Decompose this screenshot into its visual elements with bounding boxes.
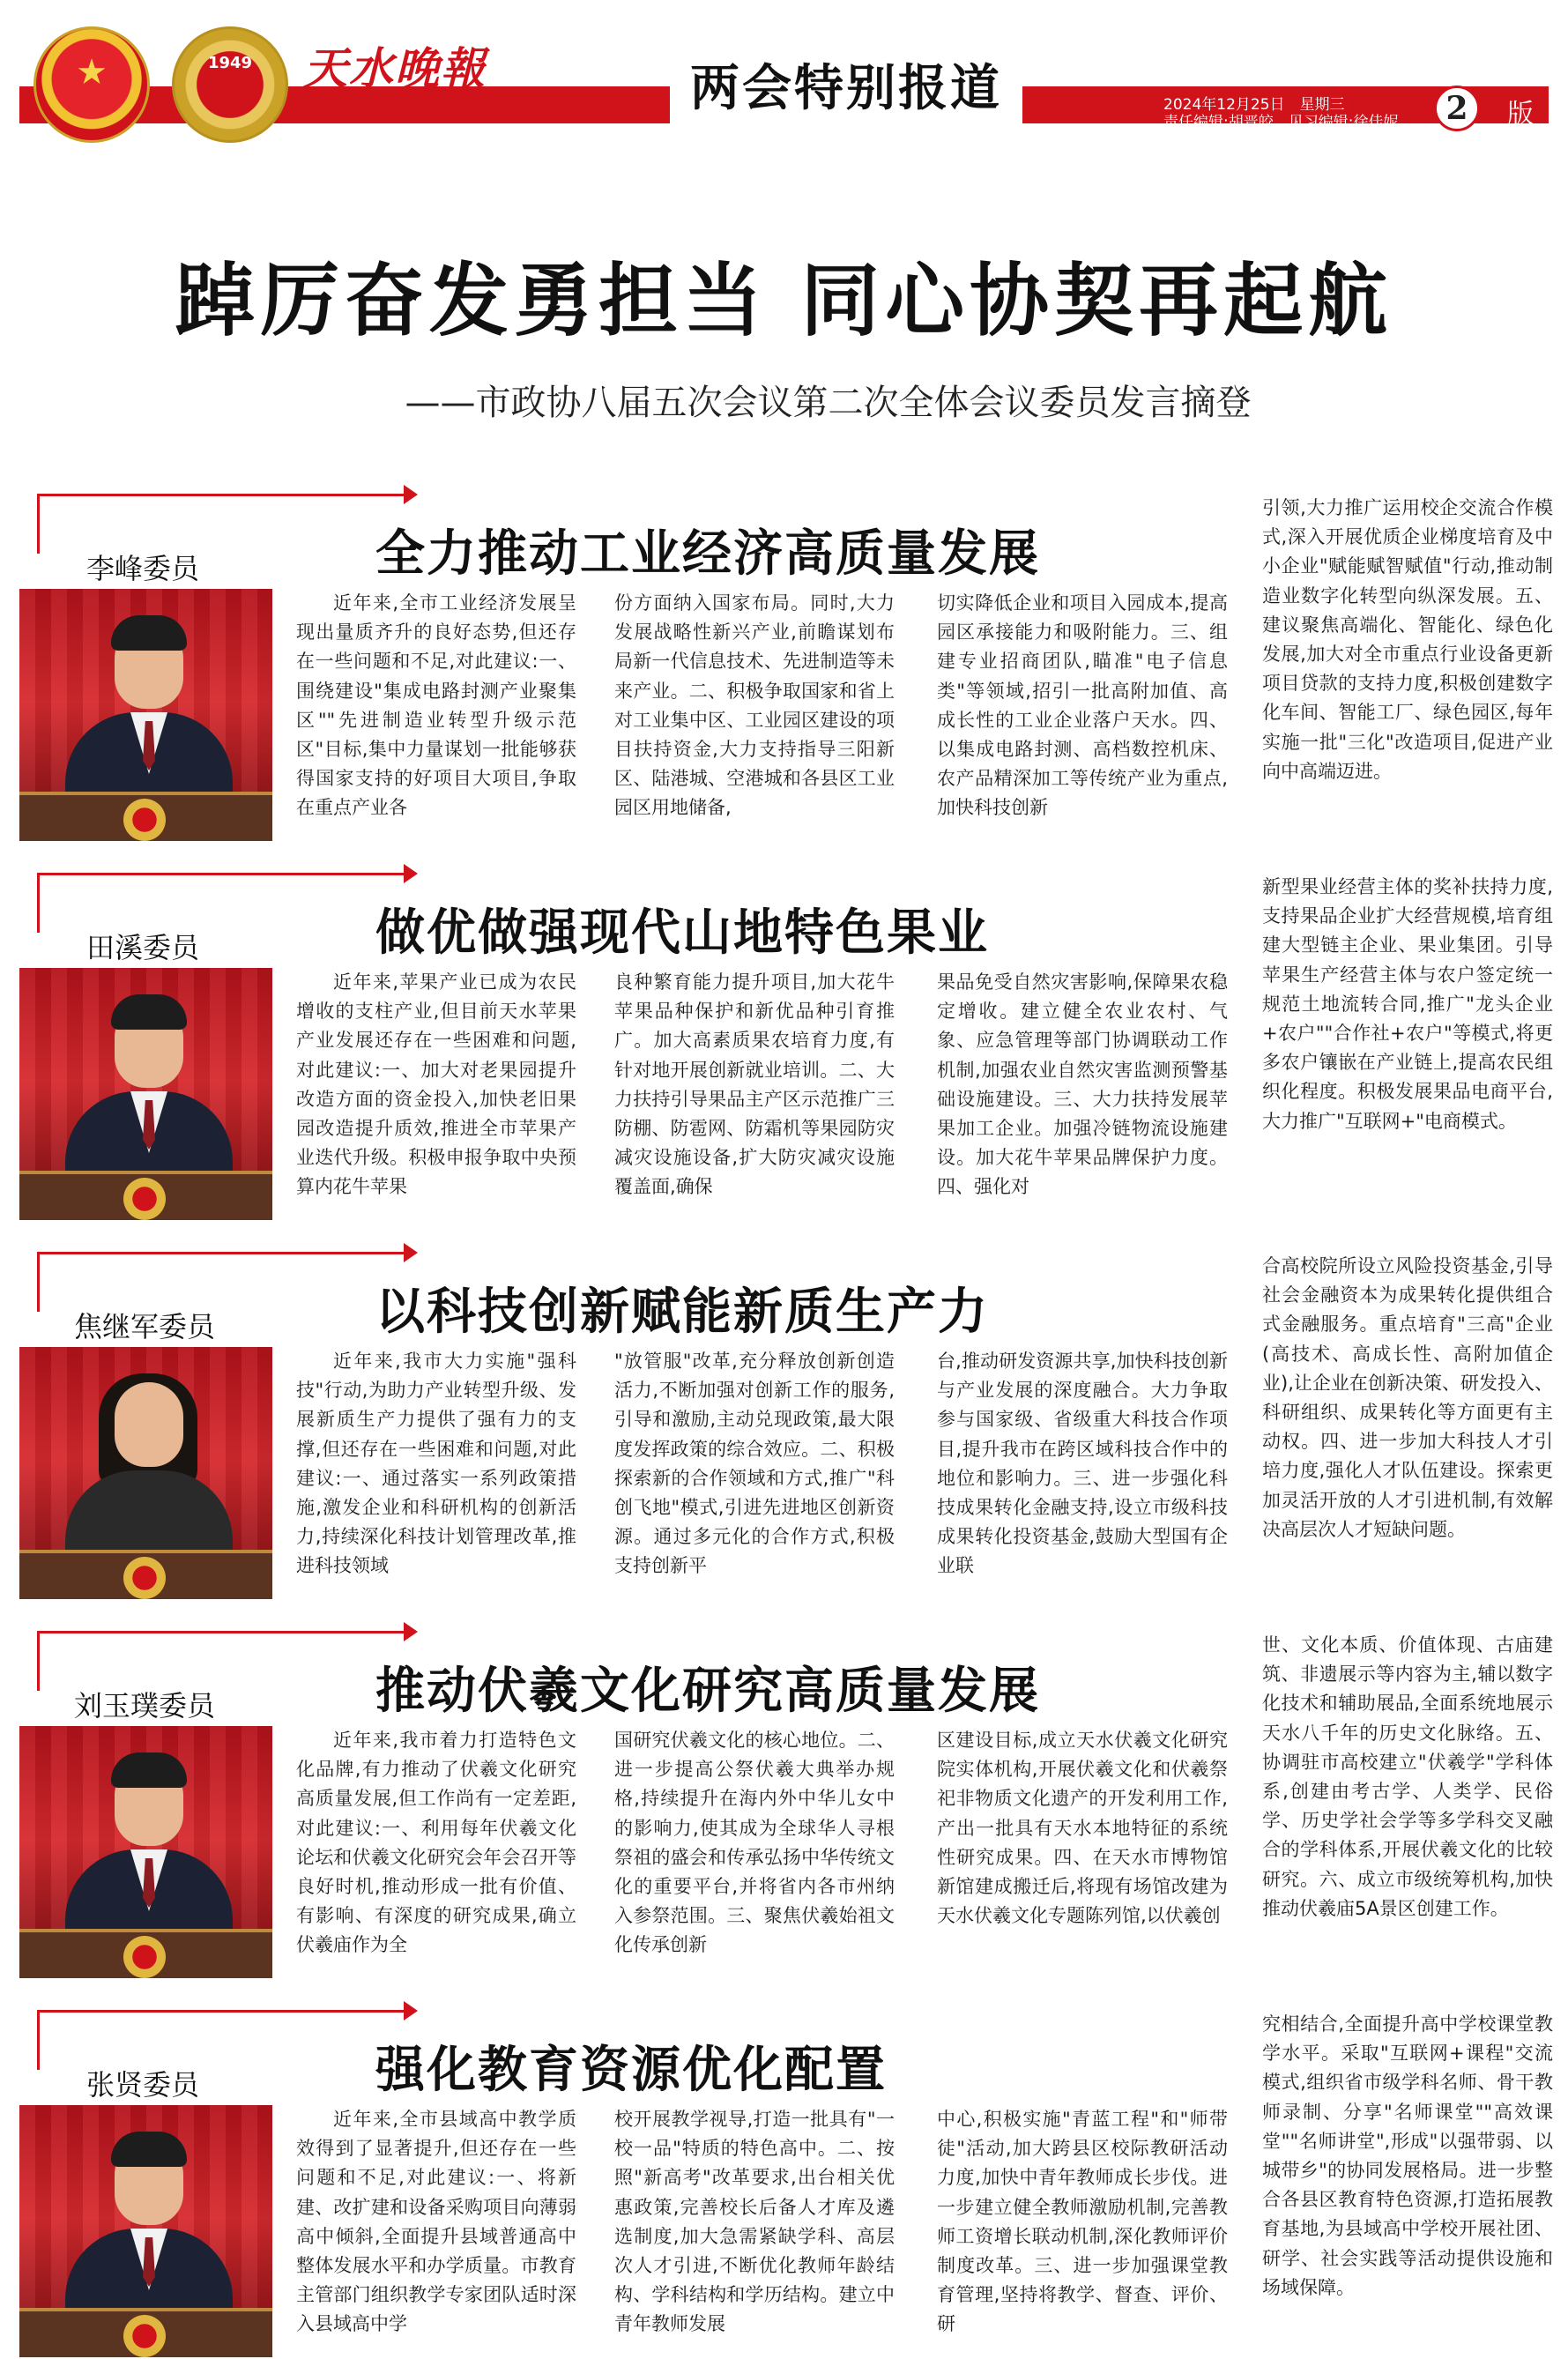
article-column-3: 台,推动研发资源共享,加快科技创新与产业发展的深度融合。大力争取参与国家级、省级重大科技合作项目,提升我市在跨区域科技合作中的地位和影响力。三、进一步强化科技成果转化金融支持,设立市级科技成果转化投资基金,鼓励大型国有企业联: [937, 1351, 1228, 1577]
newspaper-brand-logo: 天水晚報: [303, 42, 487, 94]
article-title: 强化教育资源优化配置: [375, 2042, 887, 2099]
member-photo: [19, 1726, 272, 1978]
member-photo: [19, 968, 272, 1220]
article-column-2: 校开展教学视导,打造一批具有"一校一品"特质的特色高中。二、按照"新高考"改革要求,出台相关优惠政策,完善校长后备人才库及遴选制度,加大急需紧缺学科、高层次人才引进,不断优化教师年龄结构、学科结构和学历结构。建立中青年教师发展: [614, 2109, 895, 2335]
article-column-3: 切实降低企业和项目入园成本,提高园区承接能力和吸附能力。三、组建专业招商团队,瞄准"电子信息类"等领域,招引一批高附加值、高成长性的工业企业落户天水。四、以集成电路封测、高档数控机床、农产品精深加工等传统产业为重点,加快科技创新: [937, 592, 1228, 819]
article-column-4: 合高校院所设立风险投资基金,引导社会金融资本为成果转化提供组合式金融服务。重点培育"三高"企业(高技术、高成长性、高附加值企业),让企业在创新决策、研发投入、科研组织、成果转化等方面更有主动权。四、进一步加大科技人才引培力度,强化人才队伍建设。探索更加灵活开放的人才引进机制,有效解决高层次人才短缺问题。: [1262, 1255, 1553, 1540]
article-title: 全力推动工业经济高质量发展: [375, 525, 1040, 583]
article-section: [0, 2010, 1568, 2359]
article-section: [0, 873, 1568, 1252]
national-emblem-icon: ★: [33, 26, 150, 143]
article-section: [0, 494, 1568, 873]
member-name: 田溪委员: [86, 931, 200, 964]
article-column-3: 中心,积极实施"青蓝工程"和"师带徒"活动,加大跨县区校际教研活动力度,加快中青年教师成长步伐。进一步建立健全教师激励机制,完善教师工资增长联动机制,深化教师评价制度改革。三、进一步加强课堂教育管理,坚持将教学、督查、评价、研: [937, 2109, 1228, 2335]
article-section: [0, 1252, 1568, 1631]
section-bracket: [37, 2010, 405, 2070]
section-bracket: [37, 494, 405, 554]
member-name: 张贤委员: [86, 2068, 200, 2102]
article-column-1: 近年来,全市工业经济发展呈现出量质齐升的良好态势,但还存在一些问题和不足,对此建议:一、围绕建设"集成电路封测产业聚集区""先进制造业转型升级示范区"目标,集中力量谋划一批能够获得国家支持的好项目大项目,争取在重点产业各: [296, 592, 576, 819]
page-number-badge: 2: [1434, 86, 1480, 131]
masthead: [0, 0, 1568, 141]
article-column-2: 国研究伏羲文化的核心地位。二、进一步提高公祭伏羲大典举办规格,持续提升在海内外中华儿女中的影响力,使其成为全球华人寻根祭祖的盛会和传承弘扬中华传统文化的重要平台,并将省内各市州纳入参祭范围。三、聚焦伏羲始祖文化传承创新: [614, 1730, 895, 1956]
article-column-1: 近年来,苹果产业已成为农民增收的支柱产业,但目前天水苹果产业发展还存在一些困难和问题,对此建议:一、加大对老果园提升改造方面的资金投入,加快老旧果园改造提升质效,推进全市苹果产业迭代升级。积极申报争取中央预算内花牛苹果: [296, 971, 576, 1198]
article-title: 以科技创新赋能新质生产力: [375, 1284, 989, 1341]
article-column-2: "放管服"改革,充分释放创新创造活力,不断加强对创新工作的服务,引导和激励,主动兑现政策,最大限度发挥政策的综合效应。二、积极探索新的合作领域和方式,推广"科创飞地"模式,引进先进地区创新资源。通过多元化的合作方式,积极支持创新平: [614, 1351, 895, 1577]
arrow-icon: [404, 485, 418, 504]
member-name: 焦继军委员: [74, 1310, 216, 1343]
member-name: 李峰委员: [86, 552, 200, 585]
article-column-4: 引领,大力推广运用校企交流合作模式,深入开展优质企业梯度培育及中小企业"赋能赋智赋值"行动,推动制造业数字化转型向纵深发展。五、建议聚焦高端化、智能化、绿色化发展,加大对全市重点行业设备更新项目贷款的支持力度,积极创建数字化车间、智能工厂、绿色园区,每年实施一批"三化"改造项目,促进产业向中高端迈进。: [1262, 497, 1553, 782]
article-title: 推动伏羲文化研究高质量发展: [375, 1663, 1040, 1720]
section-bracket: [37, 1631, 405, 1691]
article-title: 做优做强现代山地特色果业: [375, 904, 989, 962]
arrow-icon: [404, 1243, 418, 1262]
article-section: [0, 1631, 1568, 2010]
arrow-icon: [404, 1622, 418, 1641]
article-column-3: 区建设目标,成立天水伏羲文化研究院实体机构,开展伏羲文化和伏羲祭祀非物质文化遗产的开发利用工作,产出一批具有天水本地特征的系统性研究成果。四、在天水市博物馆新馆建成搬迁后,将现有场馆改建为天水伏羲文化专题陈列馆,以伏羲创: [937, 1730, 1228, 1927]
arrow-icon: [404, 2001, 418, 2020]
article-column-3: 果品免受自然灾害影响,保障果农稳定增收。建立健全农业农村、气象、应急管理等部门协调联动工作机制,加强农业自然灾害监测预警基础设施建设。三、大力扶持发展苹果加工企业。加强冷链物流设施建设。加大花牛苹果品牌保护力度。四、强化对: [937, 971, 1228, 1198]
arrow-icon: [404, 864, 418, 883]
article-column-2: 份方面纳入国家布局。同时,大力发展战略性新兴产业,前瞻谋划布局新一代信息技术、先进制造等未来产业。二、积极争取国家和省上对工业集中区、工业园区建设的项目扶持资金,大力支持指导三阳新区、陆港城、空港城和各县区工业园区用地储备,: [614, 592, 895, 819]
article-column-2: 良种繁育能力提升项目,加大花牛苹果品种保护和新优品种引育推广。加大高素质果农培育力度,有针对地开展创新就业培训。二、大力扶持引导果品主产区示范推广三防棚、防雹网、防霜机等果园防灾减灾设施设备,扩大防灾减灾设施覆盖面,确保: [614, 971, 895, 1198]
main-headline: 踔厉奋发勇担当 同心协契再起航: [175, 255, 1393, 347]
member-name: 刘玉璞委员: [74, 1689, 216, 1723]
section-bracket: [37, 873, 405, 933]
article-column-1: 近年来,全市县域高中教学质效得到了显著提升,但还存在一些问题和不足,对此建议:一、将新建、改扩建和设备采购项目向薄弱高中倾斜,全面提升县域普通高中整体发展水平和办学质量。市教育主管部门组织教学专家团队适时深入县域高中学: [296, 2109, 576, 2335]
section-title: 两会特别报道: [670, 53, 1022, 123]
publication-date: 2024年12月25日 星期三: [1163, 96, 1345, 114]
page-label: 版: [1507, 99, 1534, 130]
member-photo: [19, 589, 272, 841]
sub-headline: ——市政协八届五次会议第二次全体会议委员发言摘登: [405, 383, 1252, 423]
member-photo: [19, 2105, 272, 2357]
section-bracket: [37, 1252, 405, 1312]
cppcc-emblem-icon: 1949: [172, 26, 288, 143]
article-column-1: 近年来,我市大力实施"强科技"行动,为助力产业转型升级、发展新质生产力提供了强有力的支撑,但还存在一些困难和问题,对此建议:一、通过落实一系列政策措施,激发企业和科研机构的创新活力,持续深化科技计划管理改革,推进科技领域: [296, 1351, 576, 1577]
article-column-4: 世、文化本质、价值体现、古庙建筑、非遗展示等内容为主,辅以数字化技术和辅助展品,全面系统地展示天水八千年的历史文化脉络。五、协调驻市高校建立"伏羲学"学科体系,创建由考古学、人类学、民俗学、历史学社会学等多学科交叉融合的学科体系,开展伏羲文化的比较研究。六、成立市级统筹机构,加快推动伏羲庙5A景区创建工作。: [1262, 1634, 1553, 1919]
member-photo: [19, 1347, 272, 1599]
article-column-4: 新型果业经营主体的奖补扶持力度,支持果品企业扩大经营规模,培育组建大型链主企业、果业集团。引导苹果生产经营主体与农户签定统一规范土地流转合同,推广"龙头企业+农户""合作社+农户"等模式,将更多农户镶嵌在产业链上,提高农民组织化程度。积极发展果品电商平台,大力推广"互联网+"电商模式。: [1262, 876, 1553, 1132]
editors-line: 责任编辑:胡晋皎 见习编辑:徐佳妮: [1163, 114, 1399, 131]
article-column-4: 究相结合,全面提升高中学校课堂教学水平。采取"互联网+课程"交流模式,组织省市级学科名师、骨干教师录制、分享"名师课堂""高效课堂""名师讲堂",形成"以强带弱、以城带乡"的协同发展格局。进一步整合各县区教育特色资源,打造拓展教育基地,为县域高中学校开展社团、研学、社会实践等活动提供设施和场域保障。: [1262, 2013, 1553, 2298]
article-column-1: 近年来,我市着力打造特色文化品牌,有力推动了伏羲文化研究高质量发展,但工作尚有一定差距,对此建议:一、利用每年伏羲文化论坛和伏羲文化研究会年会召开等良好时机,推动形成一批有价值、有影响、有深度的研究成果,确立伏羲庙作为全: [296, 1730, 576, 1956]
